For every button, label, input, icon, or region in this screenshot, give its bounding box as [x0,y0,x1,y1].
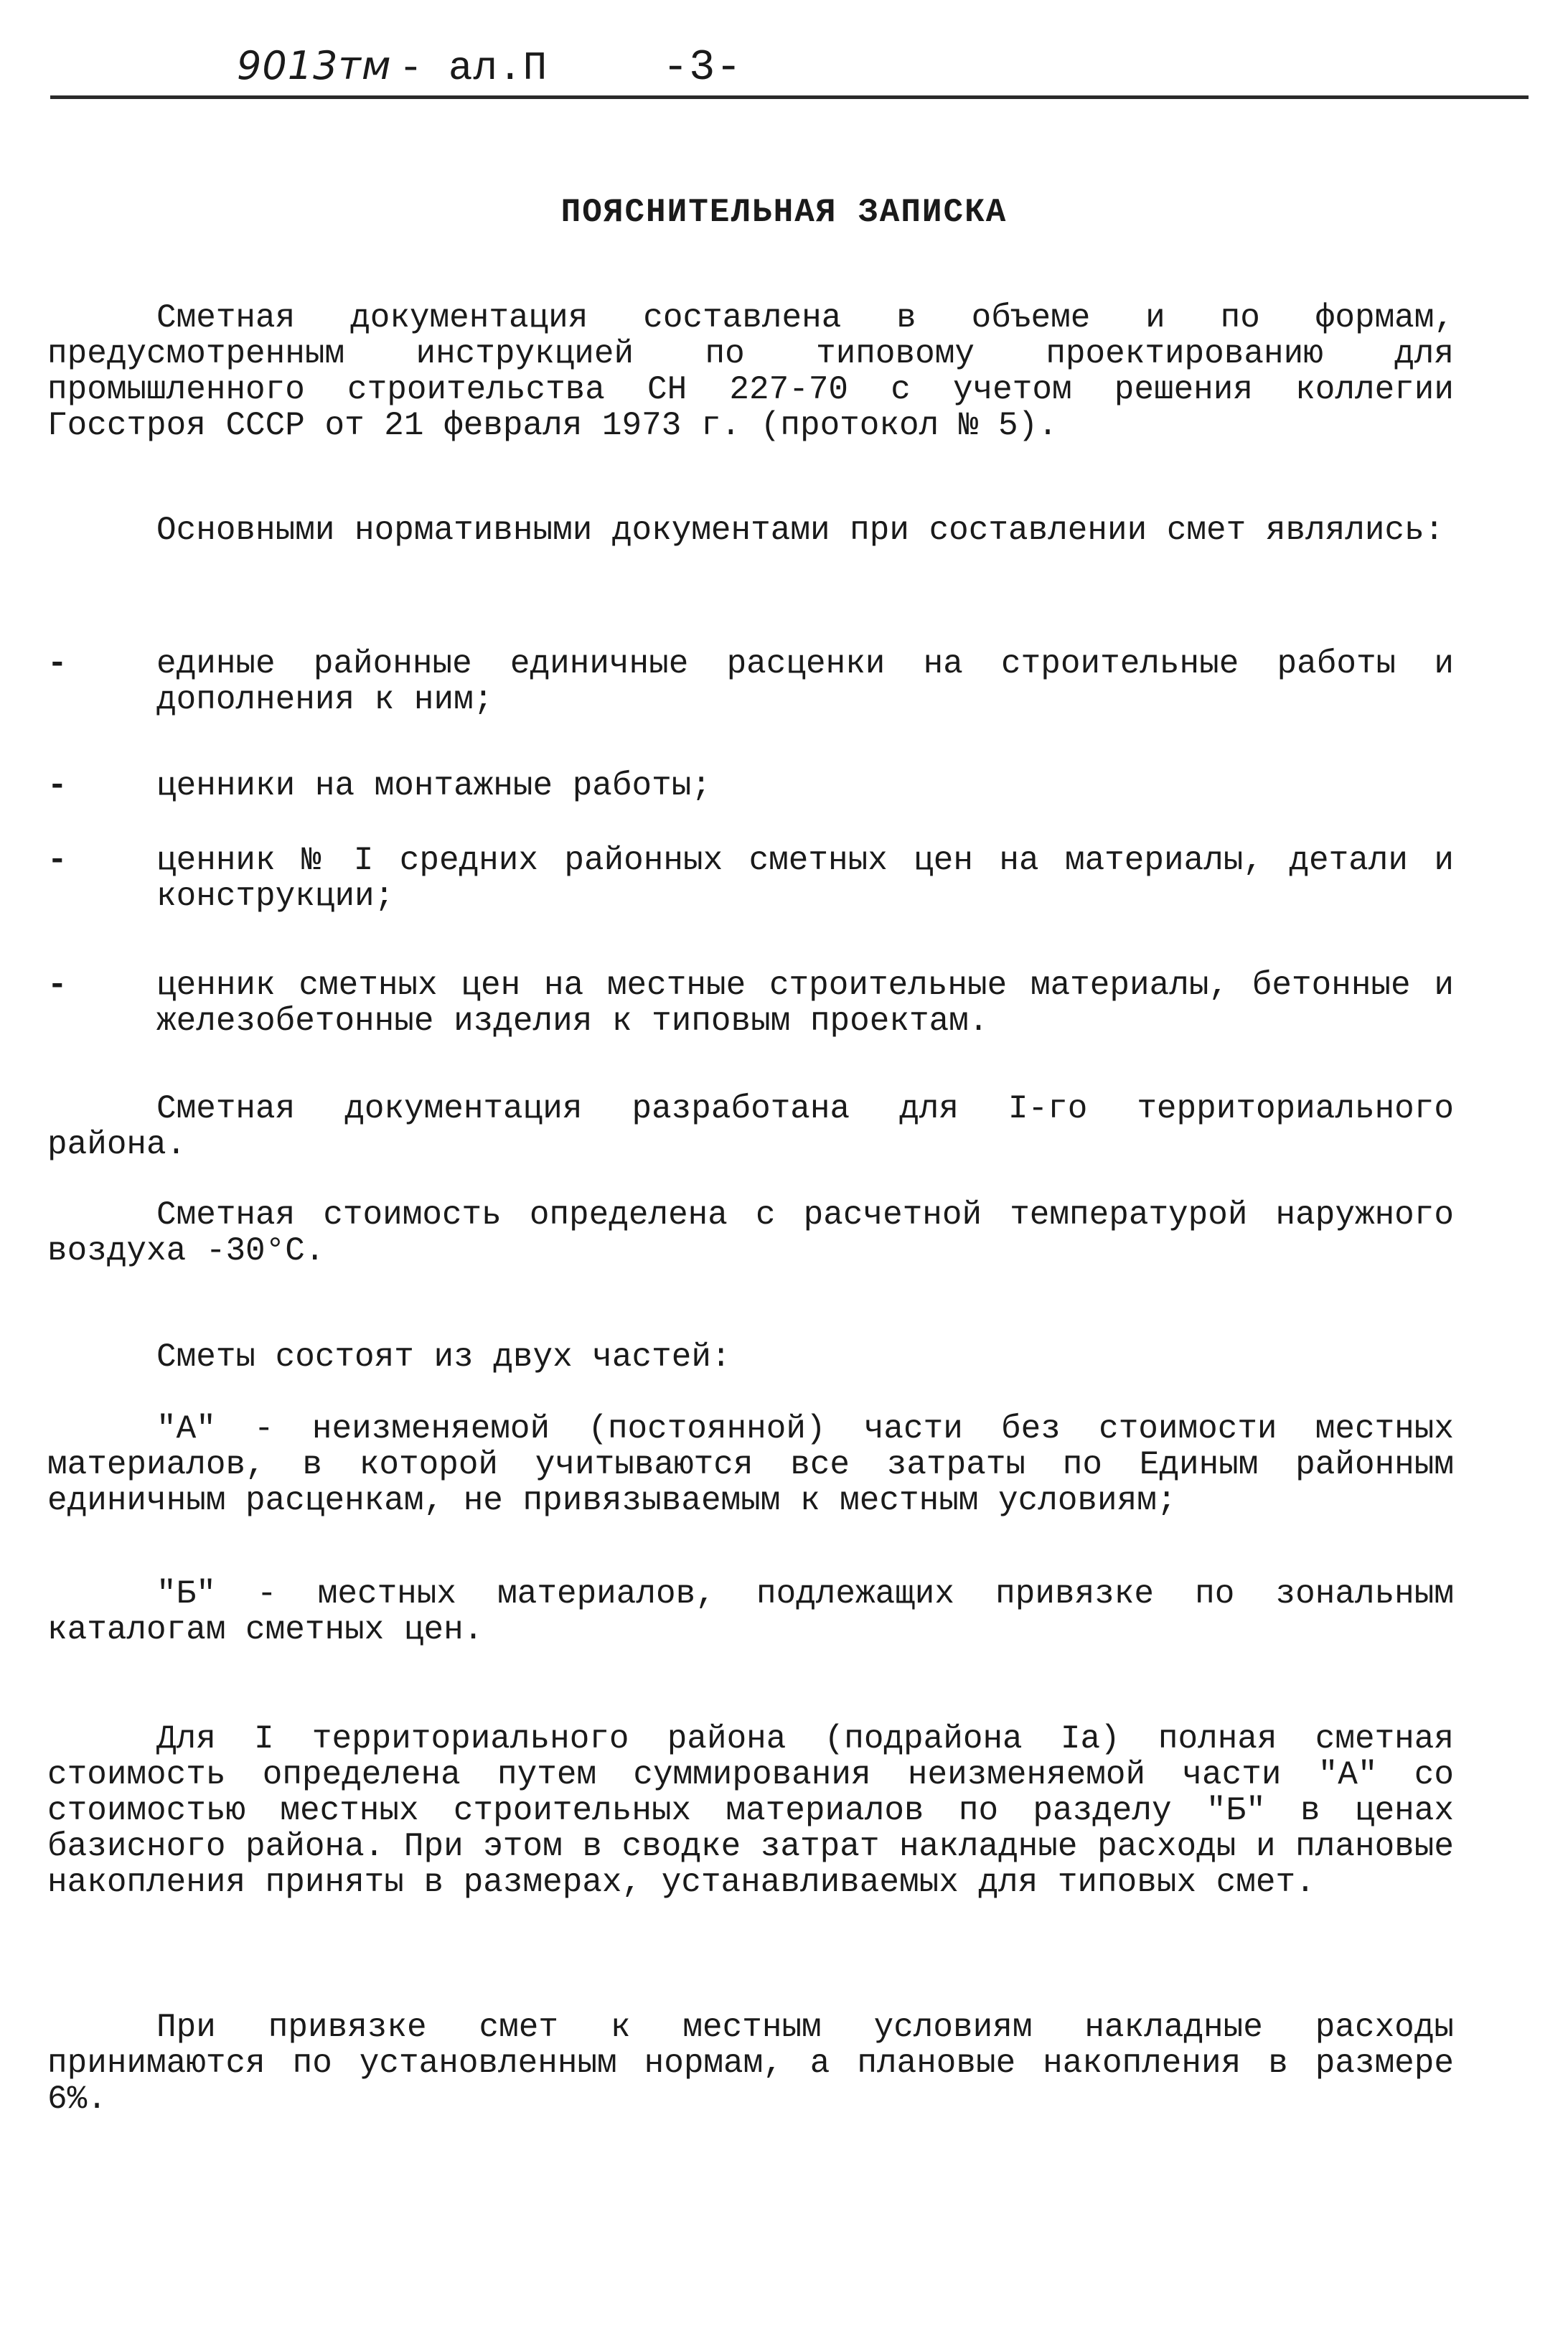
list-item: ценник сметных цен на местные строительные материалы, бетонные и железобетонные изделия к типовым проектам. [156,967,1454,1040]
paragraph-territorial-district: Сметная документация разработана для I-го территориального района. [47,1090,1454,1163]
paragraph-estimate-scope: Сметная документация составлена в объеме и по формам, предусмотренным инструкцией по типовому проектированию для промышленного строительства СН 227-70 с учетом решения коллегии Госстроя СССР от 21 февраля 1973 г. (протокол № 5). [47,299,1454,444]
document-code: 9013тм [237,43,392,88]
paragraph-part-b: "Б" - местных материалов, подлежащих привязке по зональным каталогам сметных цен. [47,1575,1454,1648]
page-header [237,43,742,93]
paragraph-temperature: Сметная стоимость определена с расчетной температурой наружного воздуха -30°С. [47,1196,1454,1270]
paragraph-local-adjustment: При привязке смет к местным условиям накладные расходы принимаются по установленным нормам, а плановые накопления в размере 6%. [47,2009,1454,2118]
sheet-label: - ал.П [398,45,548,91]
list-item: единые районные единичные расценки на строительные работы и дополнения к ним; [156,645,1454,718]
page-number: -3- [662,44,743,93]
list-bullet: - [47,767,67,805]
list-item: ценник № I средних районных сметных цен на материалы, детали и конструкции; [156,842,1454,915]
list-bullet: - [47,645,67,683]
list-bullet: - [47,842,67,879]
list-bullet: - [47,967,67,1004]
header-rule [50,95,1529,99]
paragraph-full-cost: Для I территориального района (подрайона Iа) полная сметная стоимость определена путем суммирования неизменяемой части "А" со стоимостью местных строительных материалов по разделу "Б" в ценах базисного района. При этом в сводке затрат накладные расходы и плановые накопления приняты в размерах, устанавливаемых для типовых смет. [47,1720,1454,1901]
paragraph-estimate-parts: Сметы состоят из двух частей: [156,1338,731,1376]
paragraph-normative-docs: Основными нормативными документами при составлении смет являлись: [156,512,1445,549]
paragraph-part-a: "А" - неизменяемой (постоянной) части без стоимости местных материалов, в которой учитываются все затраты по Единым районным единичным расценкам, не привязываемым к местным условиям; [47,1410,1454,1519]
document-title: ПОЯСНИТЕЛЬНАЯ ЗАПИСКА [560,194,1008,231]
list-item: ценники на монтажные работы; [156,767,711,805]
